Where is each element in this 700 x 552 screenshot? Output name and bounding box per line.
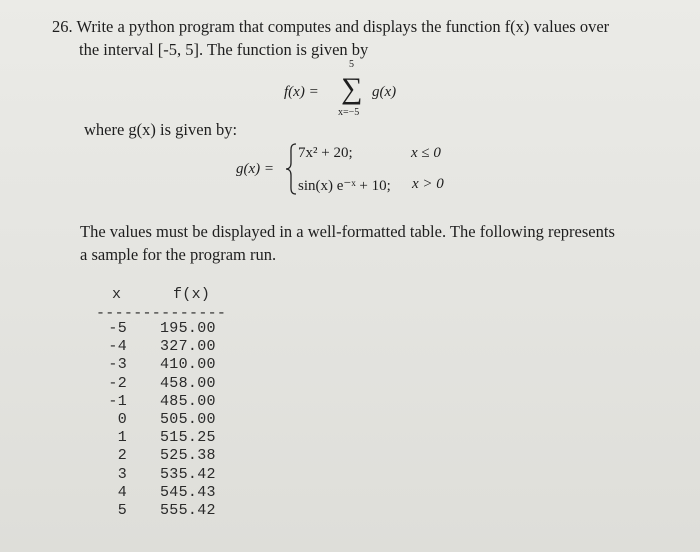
table-row: [100, 375, 240, 393]
table-divider: --------------: [96, 305, 227, 322]
table-cell-x: 2: [117, 447, 127, 465]
table-row: [100, 484, 240, 502]
table-cell-f: 485.00: [160, 392, 216, 410]
table-cell-x: -1: [108, 392, 127, 410]
table-row: [100, 466, 240, 484]
table-cell-f: 410.00: [160, 356, 216, 374]
table-body: [100, 320, 240, 520]
table-cell-f: 458.00: [160, 374, 216, 392]
table-cell-x: 0: [117, 410, 127, 428]
table-cell-f: 515.25: [160, 429, 216, 447]
paragraph-line-2: a sample for the program run.: [80, 245, 277, 264]
question-text-line-2: the interval [-5, 5]. The function is given by: [79, 40, 369, 59]
where-text: where g(x) is given by:: [84, 120, 238, 139]
table-cell-x: -5: [108, 320, 127, 337]
table-header-f: f(x): [173, 286, 211, 303]
formula-f-lhs: [284, 84, 319, 101]
table-row: [100, 502, 240, 520]
table-cell-x: 4: [117, 483, 127, 501]
formula-f-rhs: [372, 84, 396, 101]
table-cell-x: -3: [108, 356, 127, 374]
question-number: 26.: [52, 17, 73, 36]
question-text-line-1: Write a python program that computes and displays the function f(x) values over: [76, 17, 610, 36]
table-row: [100, 320, 240, 338]
table-cell-x: -2: [108, 374, 127, 392]
table-row: [100, 338, 240, 356]
formula-g-lhs-text: g(x) =: [236, 161, 275, 177]
table-cell-x: 5: [117, 501, 127, 519]
summation-symbol: ∑: [341, 72, 363, 105]
case2-condition-text: x > 0: [412, 176, 444, 192]
case2-expression: sin(x) e⁻ˣ + 10;: [298, 178, 391, 194]
case1-condition-text: x ≤ 0: [411, 145, 441, 161]
table-cell-x: -4: [108, 338, 127, 356]
table-cell-f: 555.42: [160, 501, 216, 519]
case2-condition: [412, 176, 444, 193]
table-cell-f: 525.38: [160, 447, 216, 465]
table-header-x: x: [112, 286, 122, 303]
formula-f-lhs-text: f(x) =: [284, 84, 319, 100]
table-cell-f: 535.42: [160, 465, 216, 483]
table-row: [100, 411, 240, 429]
table-cell-f: 195.00: [160, 320, 216, 337]
question-line-1: [52, 17, 609, 37]
case1-expression: 7x² + 20;: [298, 145, 353, 161]
table-row: [100, 393, 240, 411]
table-cell-f: 545.43: [160, 483, 216, 501]
case1-condition: [411, 145, 441, 162]
piecewise-brace: [285, 143, 297, 200]
table-row: [100, 447, 240, 465]
formula-g-lhs: [236, 161, 274, 178]
table-cell-x: 1: [117, 429, 127, 447]
table-cell-f: 505.00: [160, 410, 216, 428]
formula-f-rhs-text: g(x): [372, 84, 397, 100]
sum-lower-limit: x=−5: [338, 107, 360, 118]
table-cell-x: 3: [117, 465, 127, 483]
table-cell-f: 327.00: [160, 338, 216, 356]
paragraph-line-1: The values must be displayed in a well-formatted table. The following represents: [80, 222, 615, 241]
table-row: [100, 429, 240, 447]
left-brace-icon: [285, 143, 297, 195]
table-row: [100, 356, 240, 374]
sum-upper-limit: 5: [349, 59, 354, 70]
